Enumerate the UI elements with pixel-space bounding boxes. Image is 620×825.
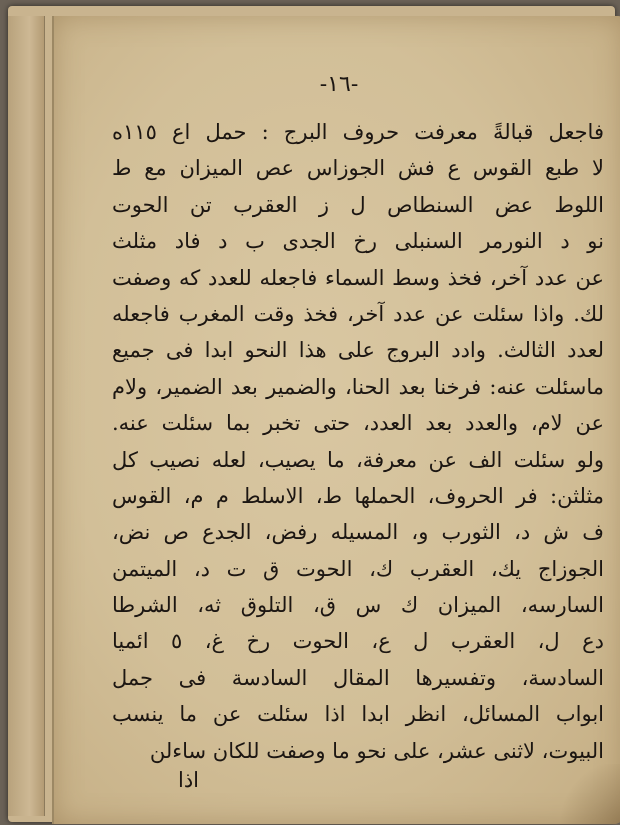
text-line: عن عدد آخر، فخذ وسط السماء فاجعله للعدد كه وصفت <box>112 265 604 290</box>
text-line: نو د النورمر السنبلى رخ الجدى ب د فاد مثلث <box>112 229 604 254</box>
text-line: دع ل، العقرب ل ع، الحوت رخ غ، ٥ ائميا <box>112 629 604 654</box>
body-text <box>112 114 604 769</box>
text-line: البيوت، لاثنى عشر، على نحو ما وصفت للكان ساءلن <box>149 738 604 763</box>
previous-page-edge <box>8 16 45 816</box>
text-line: عن لام، والعدد بعد العدد، حتى تخبر بما سئلت عنه. <box>112 411 604 436</box>
text-line: لعدد الثالث. وادد البروج على هذا النحو ابدا فى جميع <box>112 338 604 363</box>
text-line: ماسئلت عنه: فرخنا بعد الحنا، والضمير بعد الضمير، ولام <box>112 374 604 399</box>
text-line: لك. واذا سئلت عن عدد آخر، فخذ وقت المغرب فاجعله <box>112 301 604 326</box>
text-line: الجوزاج يك، العقرب ك، الحوت ق ت د، الميتمن <box>112 556 604 581</box>
book-spread <box>8 6 615 822</box>
page-corner-wear <box>554 764 620 824</box>
book-page <box>52 16 620 824</box>
catchword: اذا <box>178 768 200 792</box>
text-line: السادسة، وتفسيرها المقال السادسة فى جمل <box>112 665 604 690</box>
page-number: -١٦- <box>319 72 359 97</box>
text-line: ابواب المسائل، انظر ابدا اذا سئلت عن ما ينسب <box>112 702 604 727</box>
text-line: مثلثن: فر الحروف، الحملها ط، الاسلط م م، القوس <box>112 483 604 508</box>
text-line: اللوط عض السنطاص ل ز العقرب تن الحوت <box>112 192 604 217</box>
text-line: السارسه، الميزان ك س ق، التلوق ثه، الشرطا <box>112 593 604 618</box>
text-line: ولو سئلت الف عن معرفة، ما يصيب، لعله نصيب كل <box>112 447 604 472</box>
text-line: ف ش د، الثورب و، المسيله رفض، الجدع ص نض، <box>112 520 604 545</box>
text-line: فاجعل قبالةً معرفت حروف البرج : حمل اع ١١٥ه <box>112 120 604 144</box>
text-line: لا طبع القوس ع فش الجوزاس عص الميزان مع ط <box>112 156 604 181</box>
